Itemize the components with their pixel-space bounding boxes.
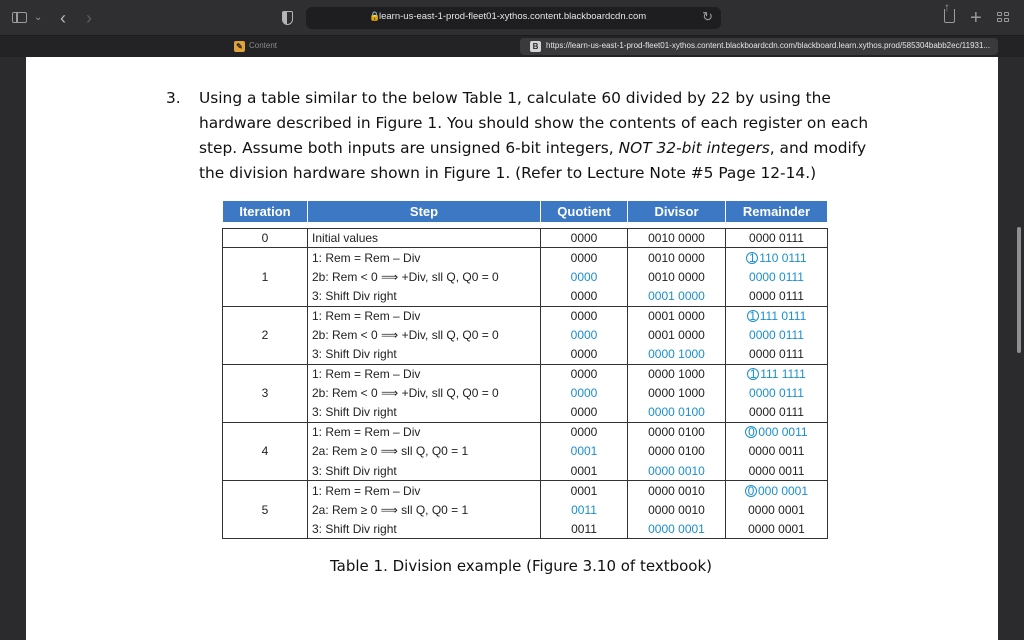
- iteration-cell: 0: [223, 229, 308, 248]
- remainder-value: 0000 0111: [749, 269, 804, 284]
- table-row: [223, 422, 828, 441]
- remainder-cell: [726, 345, 828, 364]
- iteration-cell: 4: [223, 422, 308, 480]
- sign-bit-circle: 1: [747, 368, 759, 380]
- remainder-cell: [726, 287, 828, 306]
- remainder-value: 111 0111: [759, 309, 807, 323]
- table-row: [223, 461, 828, 480]
- step-cell: 3: Shift Div right: [308, 519, 541, 538]
- quotient-cell: 0000: [541, 248, 628, 267]
- remainder-value: 0000 0111: [749, 289, 804, 304]
- divisor-cell: 0000 1000: [628, 384, 726, 403]
- divisor-cell: 0000 0100: [628, 422, 726, 441]
- remainder-value: 0000 0001: [748, 521, 805, 536]
- iteration-cell: 3: [223, 364, 308, 422]
- quotient-cell: 0011: [541, 519, 628, 538]
- table-caption: Table 1. Division example (Figure 3.10 of textbook): [330, 557, 712, 575]
- question-text: Using a table similar to the below Table 1, calculate 60 divided by 22 by using the hardware described in Figure 1. You should show the contents of each register on each step. Assume both inputs are unsigned 6-bit integers, NOT 32-bit integers, and modify the division hardware shown in Figure 1. (Refer to Lecture Note #5 Page 12-14.): [199, 89, 869, 182]
- table-row: [223, 248, 828, 267]
- remainder-cell: [726, 248, 828, 267]
- remainder-value: 0000 0111: [749, 328, 804, 343]
- step-cell: 1: Rem = Rem – Div: [308, 364, 541, 383]
- step-cell: 3: Shift Div right: [308, 403, 541, 422]
- remainder-cell: [726, 461, 828, 480]
- tab-bar: [0, 36, 1024, 57]
- quotient-cell: 0000: [541, 345, 628, 364]
- remainder-value: 0000 0111: [749, 405, 804, 420]
- divisor-cell: 0001 0000: [628, 287, 726, 306]
- remainder-cell: [726, 306, 828, 325]
- remainder-cell: [726, 519, 828, 538]
- table-row: [223, 481, 828, 500]
- divisor-cell: 0000 0100: [628, 442, 726, 461]
- table-row: [223, 384, 828, 403]
- quotient-cell: 0001: [541, 481, 628, 500]
- divisor-cell: 0001 0000: [628, 306, 726, 325]
- divisor-cell: 0010 0000: [628, 267, 726, 286]
- quotient-cell: 0000: [541, 364, 628, 383]
- iteration-cell: 5: [223, 481, 308, 539]
- quotient-cell: 0000: [541, 306, 628, 325]
- header-quotient: Quotient: [541, 201, 628, 223]
- remainder-cell: [726, 325, 828, 344]
- divisor-cell: 0000 0010: [628, 481, 726, 500]
- step-cell: 3: Shift Div right: [308, 345, 541, 364]
- tab-overview-icon[interactable]: [997, 12, 1011, 24]
- table-row: [223, 287, 828, 306]
- tab-favicon: B: [530, 41, 541, 52]
- table-body: [223, 229, 828, 539]
- table-row: [223, 267, 828, 286]
- remainder-value: 0000 0111: [749, 386, 804, 401]
- sign-bit-circle: 0: [745, 485, 757, 497]
- chevron-down-icon[interactable]: ⌄: [34, 12, 43, 23]
- table-row: [223, 364, 828, 383]
- quotient-cell: 0000: [541, 403, 628, 422]
- step-cell: 2b: Rem < 0 ⟹ +Div, sll Q, Q0 = 0: [308, 325, 541, 344]
- divisor-cell: 0001 0000: [628, 325, 726, 344]
- step-cell: 2b: Rem < 0 ⟹ +Div, sll Q, Q0 = 0: [308, 384, 541, 403]
- lock-icon: 🔒: [369, 11, 381, 21]
- sign-bit-circle: 1: [747, 310, 759, 322]
- scrollbar[interactable]: [1017, 227, 1021, 353]
- sign-bit-circle: 1: [746, 252, 758, 264]
- remainder-value: 0000 0111: [749, 347, 804, 362]
- header-remainder: Remainder: [726, 201, 828, 223]
- url-text[interactable]: learn-us-east-1-prod-fleet01-xythos.content.blackboardcdn.com: [379, 11, 647, 22]
- quotient-cell: 0000: [541, 229, 628, 248]
- step-cell: 3: Shift Div right: [308, 461, 541, 480]
- emphasis-text: NOT 32-bit integers: [618, 139, 770, 157]
- step-cell: 2a: Rem ≥ 0 ⟹ sll Q, Q0 = 1: [308, 442, 541, 461]
- remainder-cell: [726, 481, 828, 500]
- step-cell: Initial values: [308, 229, 541, 248]
- divisor-cell: 0000 0010: [628, 500, 726, 519]
- remainder-value: 110 0111: [759, 250, 807, 265]
- question-number: 3.: [166, 89, 181, 107]
- remainder-value: 0000 0001: [748, 502, 805, 517]
- table-row: [223, 442, 828, 461]
- iteration-cell: 1: [223, 248, 308, 306]
- plus-icon[interactable]: +: [970, 7, 982, 29]
- quotient-cell: 0000: [541, 422, 628, 441]
- header-iteration: Iteration: [223, 201, 308, 223]
- divisor-cell: 0010 0000: [628, 229, 726, 248]
- reload-icon[interactable]: ↻: [702, 9, 713, 24]
- remainder-value: 0000 0011: [748, 463, 805, 478]
- tab-title: Content: [249, 41, 278, 50]
- table-row: [223, 345, 828, 364]
- back-icon[interactable]: ‹: [60, 8, 66, 28]
- step-cell: 2b: Rem < 0 ⟹ +Div, sll Q, Q0 = 0: [308, 267, 541, 286]
- divisor-cell: 0000 0010: [628, 461, 726, 480]
- divisor-cell: 0000 0001: [628, 519, 726, 538]
- sign-bit-circle: 0: [745, 426, 757, 438]
- remainder-value: 000 0011: [758, 425, 808, 440]
- iteration-cell: 2: [223, 306, 308, 364]
- remainder-cell: [726, 500, 828, 519]
- tab-pdf[interactable]: [520, 38, 998, 55]
- remainder-cell: [726, 267, 828, 286]
- remainder-cell: [726, 422, 828, 441]
- table-row: [223, 500, 828, 519]
- document-page: [26, 57, 998, 640]
- header-divisor: Divisor: [628, 201, 726, 223]
- tab-content[interactable]: [226, 38, 514, 55]
- step-cell: 1: Rem = Rem – Div: [308, 422, 541, 441]
- table-row: [223, 519, 828, 538]
- table-row: [223, 403, 828, 422]
- step-cell: 1: Rem = Rem – Div: [308, 248, 541, 267]
- divisor-cell: 0000 1000: [628, 345, 726, 364]
- quotient-cell: 0000: [541, 287, 628, 306]
- step-cell: 1: Rem = Rem – Div: [308, 306, 541, 325]
- table-row: [223, 306, 828, 325]
- address-bar[interactable]: [306, 7, 721, 29]
- privacy-shield-icon[interactable]: [282, 11, 293, 25]
- quotient-cell: 0000: [541, 267, 628, 286]
- table-row: [223, 325, 828, 344]
- quotient-cell: 0011: [541, 500, 628, 519]
- division-table: [222, 200, 828, 539]
- remainder-cell: [726, 403, 828, 422]
- step-cell: 1: Rem = Rem – Div: [308, 481, 541, 500]
- browser-toolbar: [0, 0, 1024, 36]
- divisor-cell: 0000 0100: [628, 403, 726, 422]
- remainder-value: 0000 0011: [748, 444, 805, 459]
- divisor-cell: 0000 1000: [628, 364, 726, 383]
- quotient-cell: 0000: [541, 325, 628, 344]
- table-header-row: [223, 201, 828, 223]
- step-cell: 3: Shift Div right: [308, 287, 541, 306]
- remainder-value: 0000 0111: [749, 231, 804, 246]
- divisor-cell: 0010 0000: [628, 248, 726, 267]
- remainder-value: 000 0001: [757, 483, 809, 498]
- step-cell: 2a: Rem ≥ 0 ⟹ sll Q, Q0 = 1: [308, 500, 541, 519]
- tab-title: https://learn-us-east-1-prod-fleet01-xythos.content.blackboardcdn.com/blackboard.learn.xythos.prod/585304babb2ec/11931...: [546, 41, 991, 50]
- blackboard-pencil-icon: ✎: [234, 41, 245, 52]
- quotient-cell: 0001: [541, 442, 628, 461]
- remainder-cell: [726, 364, 828, 383]
- forward-icon[interactable]: ›: [86, 8, 92, 28]
- remainder-value: 111 1111: [760, 367, 806, 382]
- remainder-cell: [726, 442, 828, 461]
- remainder-cell: [726, 384, 828, 403]
- quotient-cell: 0000: [541, 384, 628, 403]
- share-icon[interactable]: [944, 9, 955, 23]
- header-step: Step: [308, 201, 541, 223]
- quotient-cell: 0001: [541, 461, 628, 480]
- page-viewport[interactable]: [0, 57, 1024, 640]
- table-row: [223, 229, 828, 248]
- remainder-cell: [726, 229, 828, 248]
